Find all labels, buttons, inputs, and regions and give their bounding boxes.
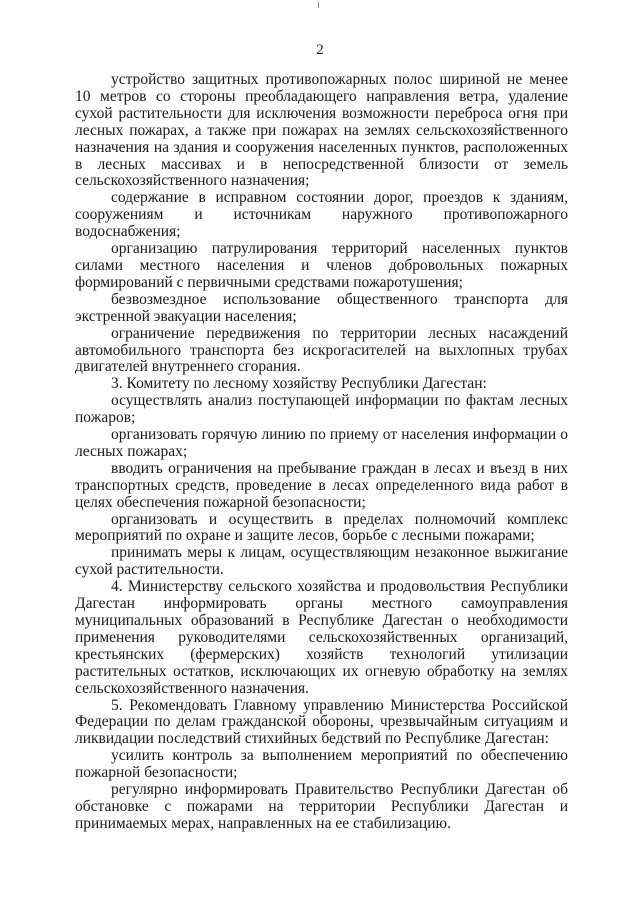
paragraph-illegal-burning: принимать меры к лицам, осуществляющим незаконное выжигание сухой растительности. [75,544,568,579]
paragraph-item-4-agriculture: 4. Министерству сельского хозяйства и продовольствия Республики Дагестан информировать органы местного самоуправления муниципальных образований в Республике Дагестан о необходимости применения руководителями сельскохозяйственных организаций, крестьянских (фермерских) хозяйств технологий утилизации растительных остатков, исключающих их огневую обработку на землях сельскохозяйственного назначения. [75,578,568,697]
paragraph-forest-restrictions: вводить ограничения на пребывание граждан в лесах и въезд в них транспортных средств, проведение в лесах определенного вида работ в целях обеспечения пожарной безопасности; [75,459,568,511]
page-number: 2 [316,42,324,58]
paragraph-vehicle-restriction: ограничение передвижения по территории лесных насаждений автомобильного транспорта без искрогасителей на выхлопных трубах двигателей внутреннего сгорания. [75,324,568,376]
paragraph-roads-maintenance: содержание в исправном состоянии дорог, проездов к зданиям, сооружениям и источникам наружного противопожарного водоснабжения; [75,189,568,241]
paragraph-item-5-emergency: 5. Рекомендовать Главному управлению Министерства Российской Федерации по делам гражданской обороны, чрезвычайным ситуациям и ликвидации последствий стихийных бедствий по Республике Дагестан: [75,696,568,748]
paragraph-item-3-heading: 3. Комитету по лесному хозяйству Республики Дагестан: [111,375,487,393]
paragraph-hotline: организовать горячую линию по приему от населения информации о лесных пожарах; [75,426,568,460]
paragraph-patrols: организацию патрулирования территорий населенных пунктов силами местного населения и членов добровольных пожарных формирований с первичными средствами пожаротушения; [75,240,568,291]
paragraph-forest-protection: организовать и осуществить в пределах полномочий комплекс мероприятий по охране и защите лесов, борьбе с лесными пожарами; [75,510,568,545]
paragraph-analysis: осуществлять анализ поступающей информации по фактам лесных пожаров; [75,392,568,427]
paragraph-control: усилить контроль за выполнением мероприятий по обеспечению пожарной безопасности; [75,747,568,782]
paragraph-reporting: регулярно информировать Правительство Республики Дагестан об обстановке с пожарами на территории Республики Дагестан и принимаемых мерах, направленных на ее стабилизацию. [75,781,568,832]
document-body [75,72,568,833]
paragraph-fire-breaks: устройство защитных противопожарных полос шириной не менее 10 метров со стороны преобладающего направления ветра, удаление сухой растительности для исключения возможности переброса огня при лесных пожарах, а также при пожарах на землях сельскохозяйственного назначения на здания и сооружения населенных пунктов, расположенных в лесных массивах и в непосредственной близости от земель сельскохозяйственного назначения; [75,71,568,190]
scan-mark [318,2,319,8]
paragraph-evacuation-transport: безвозмездное использование общественного транспорта для экстренной эвакуации населения; [75,290,568,325]
